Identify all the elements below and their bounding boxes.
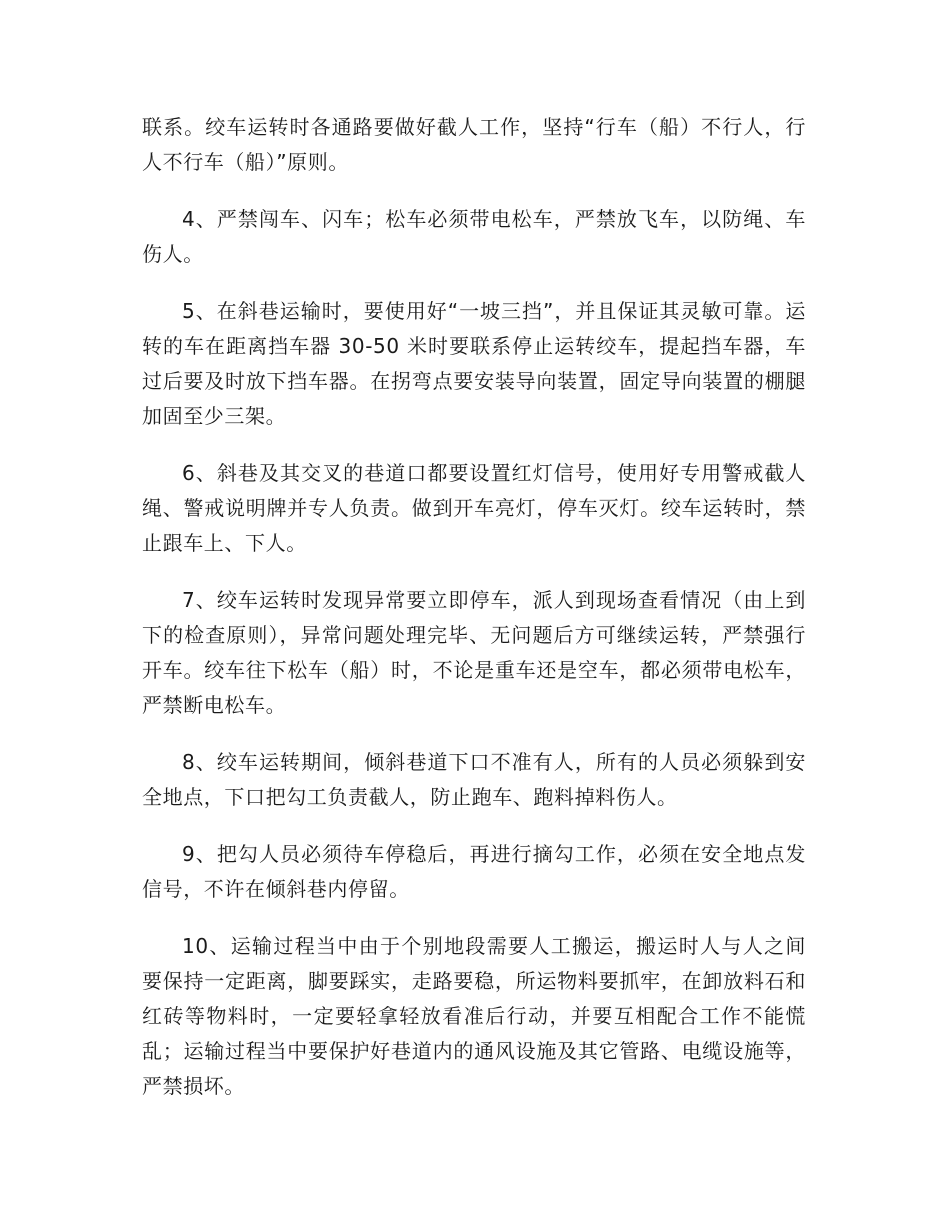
paragraph-item-7: 7、绞车运转时发现异常要立即停车，派人到现场查看情况（由上到下的检查原则），异常问题处理完毕、无问题后方可继续运转，严禁强行开车。绞车往下松车（船）时，不论是重车还是空车，都必须带电松车，严禁断电松车。 — [142, 588, 806, 717]
paragraph-item-8: 8、绞车运转期间，倾斜巷道下口不准有人，所有的人员必须躲到安全地点，下口把勾工负责截人，防止跑车、跑料掉料伤人。 — [142, 750, 806, 809]
paragraph-continuation: 联系。绞车运转时各通路要做好截人工作，坚持“行车（船）不行人，行人不行车（船）”原则。 — [142, 115, 806, 174]
paragraph-item-4: 4、严禁闯车、闪车；松车必须带电松车，严禁放飞车，以防绳、车伤人。 — [142, 207, 806, 266]
paragraph-item-5: 5、在斜巷运输时，要使用好“一坡三挡”，并且保证其灵敏可靠。运转的车在距离挡车器 30-50 米时要联系停止运转绞车，提起挡车器，车过后要及时放下挡车器。在拐弯点要安装导向装置，固定导向装置的棚腿加固至少三架。 — [142, 299, 806, 428]
document-page — [142, 110, 806, 1126]
paragraph-item-6: 6、斜巷及其交叉的巷道口都要设置红灯信号，使用好专用警戒截人绳、警戒说明牌并专人负责。做到开车亮灯，停车灭灯。绞车运转时，禁止跟车上、下人。 — [142, 461, 806, 555]
paragraph-item-10: 10、运输过程当中由于个别地段需要人工搬运，搬运时人与人之间要保持一定距离，脚要踩实，走路要稳，所运物料要抓牢，在卸放料石和红砖等物料时，一定要轻拿轻放看准后行动，并要互相配合工作不能慌乱；运输过程当中要保护好巷道内的通风设施及其它管路、电缆设施等，严禁损坏。 — [142, 934, 806, 1098]
paragraph-item-9: 9、把勾人员必须待车停稳后，再进行摘勾工作，必须在安全地点发信号，不许在倾斜巷内停留。 — [142, 842, 806, 901]
